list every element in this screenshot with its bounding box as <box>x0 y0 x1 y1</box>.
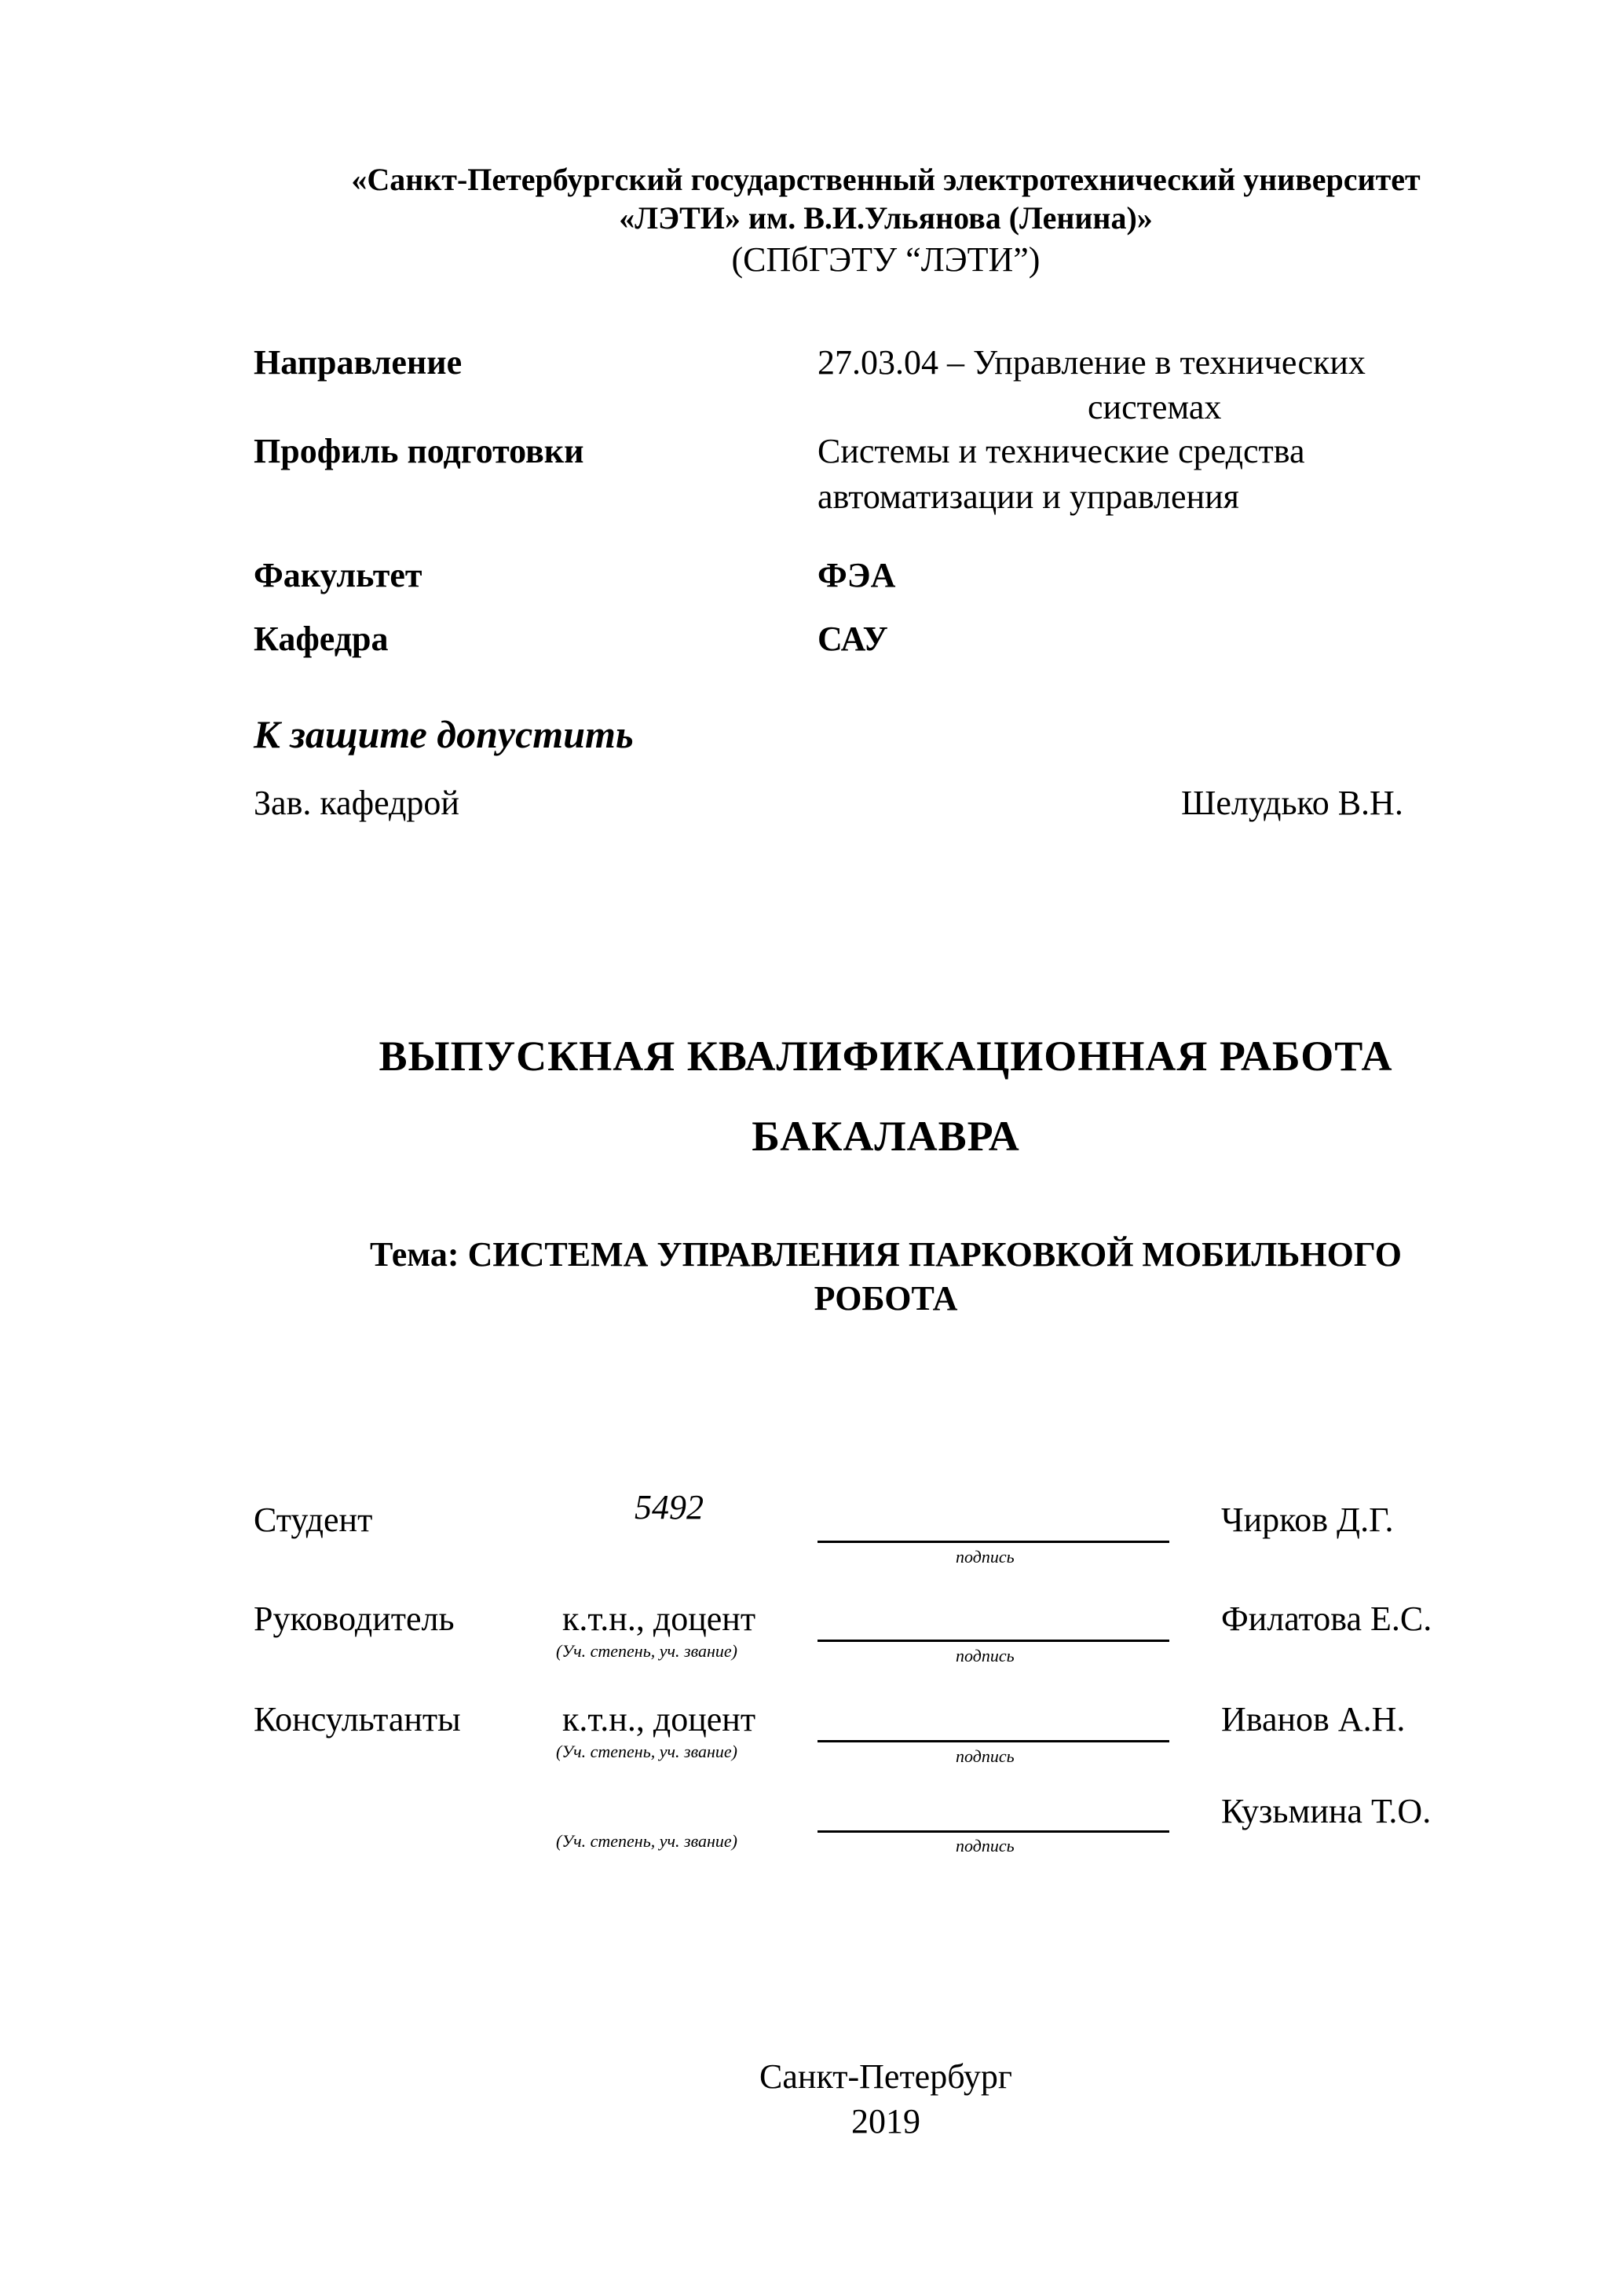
city: Санкт-Петербург <box>759 2057 1012 2096</box>
consultants-label: Консультанты <box>254 1700 461 1738</box>
year: 2019 <box>851 2102 920 2141</box>
direction-value-cont: системах <box>1088 388 1222 426</box>
university-name-line1: «Санкт-Петербургский государственный электротехнический университет <box>351 162 1421 197</box>
student-name: Чирков Д.Г. <box>1221 1501 1394 1539</box>
direction-label: Направление <box>254 343 463 382</box>
faculty-label: Факультет <box>254 556 422 594</box>
faculty-value: ФЭА <box>817 556 896 594</box>
consultant2-signature-line <box>817 1830 1169 1833</box>
supervisor-signature-line <box>817 1640 1169 1642</box>
head-of-department-name: Шелудько В.Н. <box>1181 784 1403 822</box>
consultant1-name: Иванов А.Н. <box>1221 1700 1406 1738</box>
degree-caption: (Уч. степень, уч. звание) <box>556 1831 737 1851</box>
university-name-line2: «ЛЭТИ» им. В.И.Ульянова (Ленина)» <box>619 200 1153 236</box>
signature-caption: подпись <box>956 1646 1015 1665</box>
consultant1-signature-line <box>817 1740 1169 1742</box>
signature-caption: подпись <box>956 1746 1015 1766</box>
profile-value: Системы и технические средства <box>817 432 1305 470</box>
signature-caption: подпись <box>956 1836 1015 1855</box>
department-value: САУ <box>817 620 888 658</box>
approval-heading: К защите допустить <box>254 712 634 756</box>
student-label: Студент <box>254 1501 373 1539</box>
title-line1: ВЫПУСКНАЯ КВАЛИФИКАЦИОННАЯ РАБОТА <box>379 1033 1393 1080</box>
supervisor-name: Филатова Е.С. <box>1221 1600 1432 1638</box>
consultant2-name: Кузьмина Т.О. <box>1221 1792 1432 1830</box>
head-of-department-label: Зав. кафедрой <box>254 784 459 822</box>
topic-line2: РОБОТА <box>814 1279 958 1318</box>
degree-caption: (Уч. степень, уч. звание) <box>556 1742 737 1761</box>
consultant1-degree: к.т.н., доцент <box>562 1700 756 1738</box>
direction-value: 27.03.04 – Управление в технических <box>817 343 1366 382</box>
signature-caption: подпись <box>956 1547 1015 1567</box>
department-label: Кафедра <box>254 620 389 658</box>
student-signature-line <box>817 1541 1169 1543</box>
title-line2: БАКАЛАВРА <box>752 1113 1020 1160</box>
supervisor-label: Руководитель <box>254 1600 455 1638</box>
supervisor-degree: к.т.н., доцент <box>562 1600 756 1638</box>
profile-value-cont: автоматизации и управления <box>817 477 1239 516</box>
university-abbrev: (СПбГЭТУ “ЛЭТИ”) <box>731 240 1041 279</box>
student-group: 5492 <box>635 1488 704 1526</box>
topic-line1: Тема: СИСТЕМА УПРАВЛЕНИЯ ПАРКОВКОЙ МОБИЛЬНОГО <box>370 1235 1402 1274</box>
profile-label: Профиль подготовки <box>254 432 584 470</box>
degree-caption: (Уч. степень, уч. звание) <box>556 1641 737 1661</box>
